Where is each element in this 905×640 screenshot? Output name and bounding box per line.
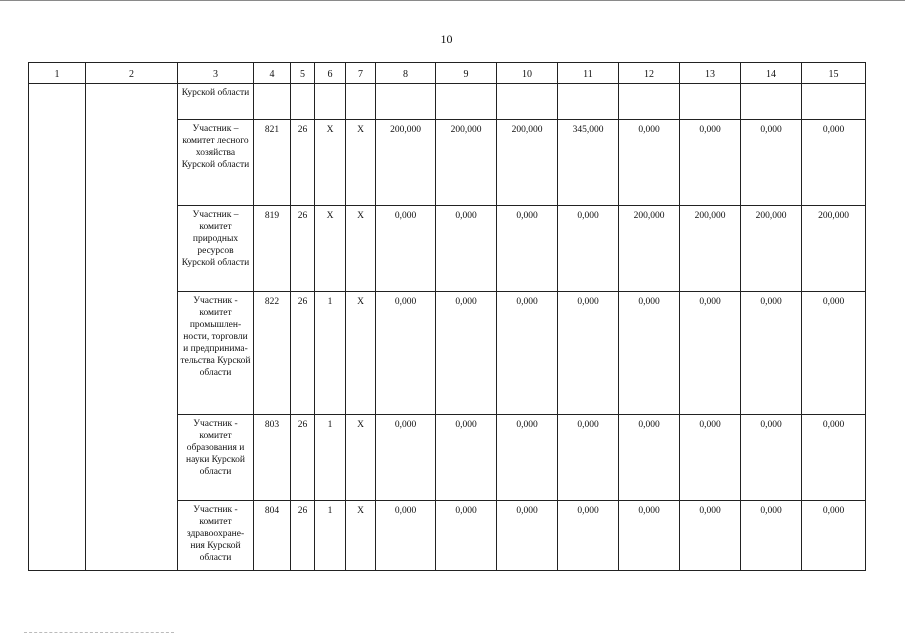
table-cell <box>558 84 619 120</box>
table-cell: Х <box>315 206 346 292</box>
column-header: 3 <box>178 63 254 84</box>
table-cell: 200,000 <box>497 120 558 206</box>
table-cell: Х <box>315 120 346 206</box>
column-header: 2 <box>86 63 178 84</box>
table-cell: 0,000 <box>376 415 436 501</box>
column-header: 9 <box>436 63 497 84</box>
table-cell: 0,000 <box>619 120 680 206</box>
column-header: 14 <box>741 63 802 84</box>
table-cell: 345,000 <box>558 120 619 206</box>
column-header: 6 <box>315 63 346 84</box>
table-cell: 822 <box>254 292 291 415</box>
table-cell: 26 <box>291 501 315 571</box>
participant-name: Участник - комитет образования и науки Курской области <box>178 415 254 501</box>
table-cell: 0,000 <box>680 292 741 415</box>
table-cell: 0,000 <box>436 206 497 292</box>
table-cell <box>29 84 86 571</box>
participant-name: Участник - комитет здравоохране- ния Курской области <box>178 501 254 571</box>
table-cell: 0,000 <box>497 206 558 292</box>
table-cell: 0,000 <box>802 501 866 571</box>
table-cell: 26 <box>291 206 315 292</box>
page-number: 10 <box>440 32 453 46</box>
table-cell: 0,000 <box>619 501 680 571</box>
table-cell: 0,000 <box>802 120 866 206</box>
column-header: 4 <box>254 63 291 84</box>
table-cell: 804 <box>254 501 291 571</box>
column-header: 7 <box>346 63 376 84</box>
table-cell <box>741 84 802 120</box>
table-cell: 0,000 <box>558 501 619 571</box>
table-cell: 0,000 <box>802 292 866 415</box>
table-cell: 200,000 <box>436 120 497 206</box>
table-cell: 0,000 <box>376 206 436 292</box>
table-cell: Х <box>346 501 376 571</box>
budget-table <box>28 62 866 571</box>
table-cell: 0,000 <box>680 501 741 571</box>
table-cell: Х <box>346 120 376 206</box>
table-cell: 26 <box>291 120 315 206</box>
table-cell: 0,000 <box>619 292 680 415</box>
table-cell: 0,000 <box>497 501 558 571</box>
table-cell <box>497 84 558 120</box>
column-header: 8 <box>376 63 436 84</box>
column-header: 11 <box>558 63 619 84</box>
table-cell: 0,000 <box>436 415 497 501</box>
table-cell: 0,000 <box>741 501 802 571</box>
table-cell: Х <box>346 292 376 415</box>
column-header: 15 <box>802 63 866 84</box>
table-cell: 0,000 <box>436 501 497 571</box>
column-header: 5 <box>291 63 315 84</box>
participant-name: Курской области <box>178 84 254 120</box>
table-cell: 0,000 <box>376 501 436 571</box>
table-cell: 1 <box>315 292 346 415</box>
table-cell: 0,000 <box>680 120 741 206</box>
table-cell: 0,000 <box>558 292 619 415</box>
table-cell: 0,000 <box>497 292 558 415</box>
table-cell <box>315 84 346 120</box>
table-cell: 0,000 <box>376 292 436 415</box>
table-cell: 821 <box>254 120 291 206</box>
table-cell: 200,000 <box>376 120 436 206</box>
table-cell: 0,000 <box>558 415 619 501</box>
table-cell: 1 <box>315 415 346 501</box>
participant-name: Участник - комитет промышлен- ности, торговли и предпринима- тельства Курской области <box>178 292 254 415</box>
table-cell: 803 <box>254 415 291 501</box>
table-cell: 26 <box>291 292 315 415</box>
table-cell <box>619 84 680 120</box>
table-cell: Х <box>346 415 376 501</box>
table-cell <box>680 84 741 120</box>
table-row <box>29 84 866 120</box>
table-cell: 0,000 <box>497 415 558 501</box>
table-cell <box>254 84 291 120</box>
table-cell: 0,000 <box>802 415 866 501</box>
table-cell <box>291 84 315 120</box>
table-cell: 0,000 <box>741 292 802 415</box>
table-cell <box>436 84 497 120</box>
participant-name: Участник – комитет лесного хозяйства Курской области <box>178 120 254 206</box>
table-cell: 0,000 <box>741 415 802 501</box>
scan-artifact-line <box>24 632 174 633</box>
table-cell <box>376 84 436 120</box>
column-header: 13 <box>680 63 741 84</box>
table-cell: 200,000 <box>741 206 802 292</box>
table-cell: 200,000 <box>680 206 741 292</box>
column-header: 12 <box>619 63 680 84</box>
table-cell <box>86 84 178 571</box>
table-cell: 0,000 <box>619 415 680 501</box>
table-cell: 0,000 <box>436 292 497 415</box>
table-cell <box>346 84 376 120</box>
table-cell: 26 <box>291 415 315 501</box>
table-cell: 200,000 <box>619 206 680 292</box>
column-header: 10 <box>497 63 558 84</box>
table-cell: 0,000 <box>558 206 619 292</box>
table-cell: Х <box>346 206 376 292</box>
participant-name: Участник – комитет природных ресурсов Курской области <box>178 206 254 292</box>
table-cell: 200,000 <box>802 206 866 292</box>
table-cell: 0,000 <box>680 415 741 501</box>
header-row <box>29 63 866 84</box>
column-header: 1 <box>29 63 86 84</box>
table-cell <box>802 84 866 120</box>
top-border-line <box>0 0 905 1</box>
table-cell: 0,000 <box>741 120 802 206</box>
table-cell: 819 <box>254 206 291 292</box>
table-cell: 1 <box>315 501 346 571</box>
